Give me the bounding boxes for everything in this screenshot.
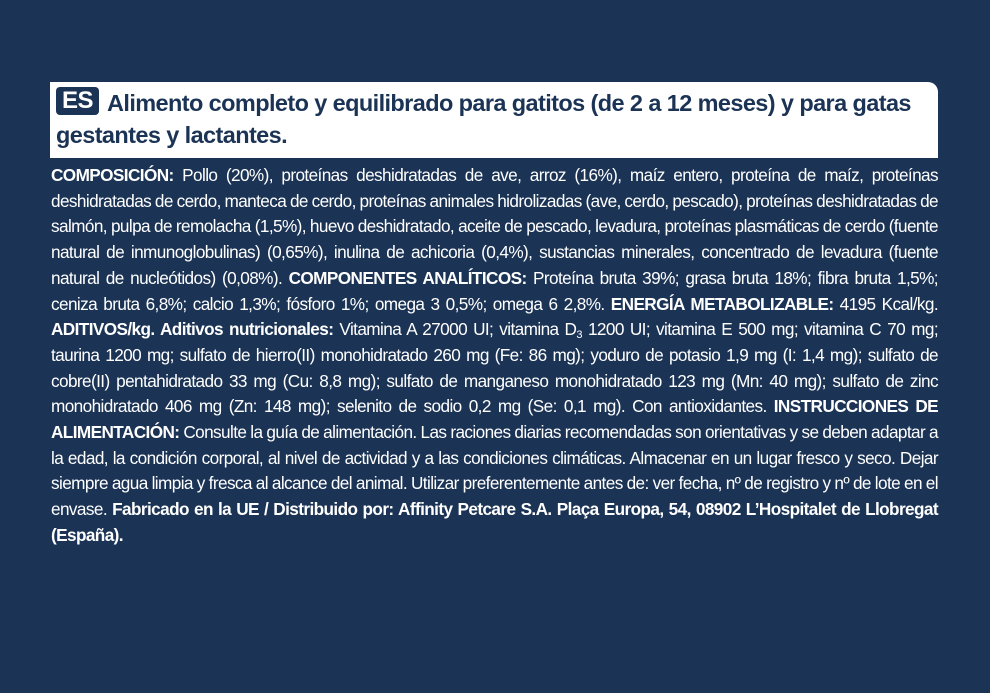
energy-label: ENERGÍA METABOLIZABLE: xyxy=(610,293,834,314)
additives-text-part-2: 1200 UI; vitamina E 500 mg; vitamina C 70 mg; taurina 1200 mg; sulfato de hierro(II) monohidratado 260 mg (Fe: 86 mg); yoduro de potasio 1,9 mg (I: 1,4 mg); sulfato de cobre(II) pentahidratado 33 mg (Cu: 8,8 mg); sulfato de manganeso monohidratado 123 mg (Mn: 40 mg); sulfato de zinc monohidratado 406 mg (Zn: 148 mg); selenito de sodio 0,2 mg (Se: 0,1 mg). Con antioxidantes. xyxy=(51,319,938,417)
label-body-text xyxy=(51,163,938,549)
product-title: Alimento completo y equilibrado para gatitos (de 2 a 12 meses) y para gatas gestantes y lactantes. xyxy=(56,90,911,148)
additives-text-part-1: Vitamina A 27000 UI; vitamina D xyxy=(333,319,577,340)
manufacturer-text: Fabricado en la UE / Distribuido por: Affinity Petcare S.A. Plaça Europa, 54, 08902 L’Hospitalet de Llobregat (España). xyxy=(51,499,938,545)
composition-label: COMPOSICIÓN: xyxy=(51,165,174,185)
analytics-text: Proteína bruta 39%; grasa bruta 18%; fibra bruta 1,5%; ceniza bruta 6,8%; calcio 1,3%; fósforo 1%; omega 3 0,5%; omega 6 2,8%. xyxy=(51,267,938,314)
energy-text: 4195 Kcal/kg. xyxy=(833,293,938,314)
language-badge: ES xyxy=(56,87,99,115)
vitamin-d-subscript: 3 xyxy=(576,329,582,342)
feeding-text: Consulte la guía de alimentación. Las raciones diarias recomendadas son orientativas y se deben adaptar a la edad, la condición corporal, al nivel de actividad y a las condiciones climáticas. Almacenar en un lugar fresco y seco. Dejar siempre agua limpia y fresca al alcance del animal. Utilizar preferentemente antes de: ver fecha, nº de registro y nº de lote en el envase. xyxy=(51,422,938,520)
composition-text: Pollo (20%), proteínas deshidratadas de ave, arroz (16%), maíz entero, proteína de maíz, proteínas deshidratadas de cerdo, manteca de cerdo, proteínas animales hidrolizadas (ave, cerdo, pescado), proteínas deshidratadas de salmón, pulpa de remolacha (1,5%), huevo deshidratado, aceite de pescado, levadura, proteínas plasmáticas de cerdo (fuente natural de inmunoglobulinas) (0,65%), inulina de achicoria (0,4%), sustancias minerales, concentrado de levadura (fuente natural de nucleótidos) (0,08%). xyxy=(51,165,938,288)
analytics-label: COMPONENTES ANALÍTICOS: xyxy=(288,267,527,288)
additives-label: ADITIVOS/kg. Aditivos nutricionales: xyxy=(51,319,334,340)
feeding-label: INSTRUCCIONES DE ALIMENTACIÓN: xyxy=(51,396,939,443)
label-header xyxy=(50,82,938,158)
